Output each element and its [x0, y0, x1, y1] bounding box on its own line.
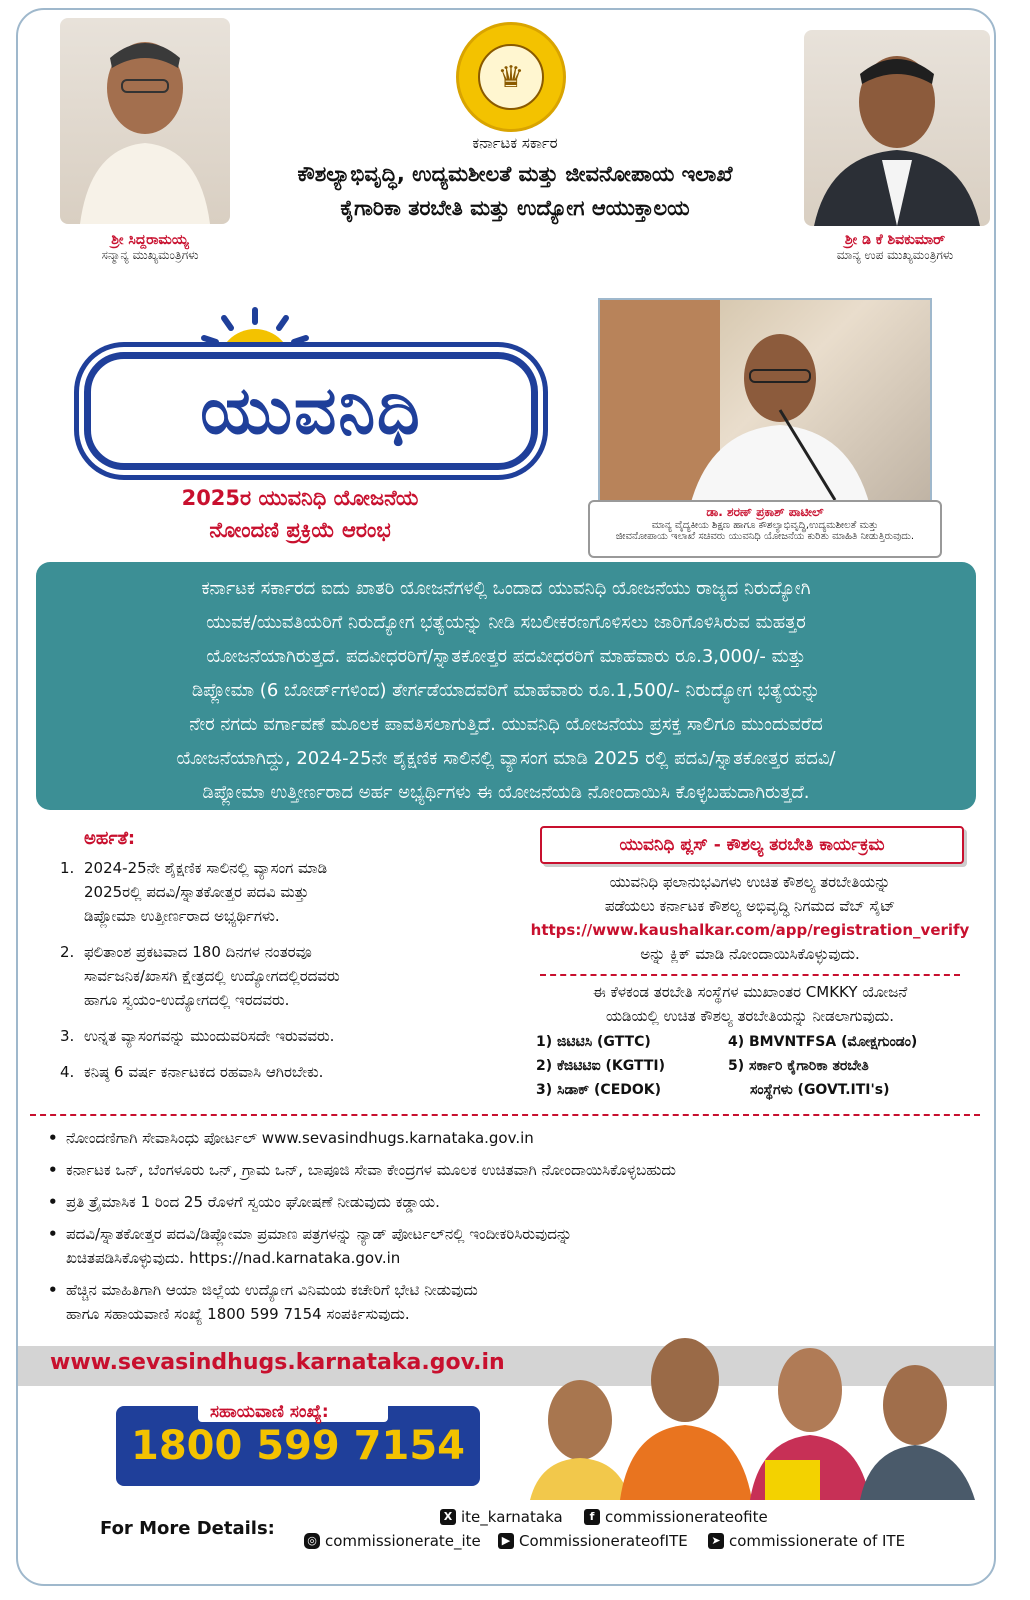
department-title: ಕೌಶಲ್ಯಾಭಿವೃದ್ಧಿ, ಉದ್ಯಮಶೀಲತೆ ಮತ್ತು ಜೀವನೋಪಾಯ ಇಲಾಖೆ [297, 162, 733, 186]
cm-name: ಶ್ರೀ ಸಿದ್ದರಾಮಯ್ಯ [111, 232, 189, 248]
kaushalkar-link[interactable]: https://www.kaushalkar.com/app/registration_verify [530, 921, 970, 939]
facebook-handle[interactable]: f commissionerateofite [584, 1508, 768, 1526]
bullet-icon: • [48, 1281, 58, 1299]
list-item: 4. ಕನಿಷ್ಠ 6 ವರ್ಷ ಕರ್ನಾಟಕದ ರಹವಾಸಿ ಆಗಿರಬೇಕು. [60, 1063, 324, 1081]
helpline-label: ಸಹಾಯವಾಣಿ ಸಂಖ್ಯೆ: [210, 1402, 329, 1422]
youtube-icon: ▶ [498, 1533, 514, 1549]
x-handle[interactable]: X ite_karnataka [440, 1508, 563, 1526]
commissionerate-title: ಕೈಗಾರಿಕಾ ತರಬೇತಿ ಮತ್ತು ಉದ್ಯೋಗ ಆಯುಕ್ತಾಲಯ [340, 196, 690, 220]
yuvanidhi-logo: ಯುವನಿಧಿ [84, 352, 538, 470]
instagram-handle[interactable]: ◎ commissionerate_ite [304, 1532, 481, 1550]
intro-line: ಯೋಜನೆಯಾಗಿರುತ್ತದೆ. ಪದವೀಧರರಿಗೆ/ಸ್ನಾತಕೋತ್ತರ ಪದವೀಧರರಿಗೆ ಮಾಹೆವಾರು ರೂ.3,000/- ಮತ್ತು [206, 646, 806, 667]
list-item: 1. 2024-25ನೇ ಶೈಕ್ಷಣಿಕ ಸಾಲಿನಲ್ಲಿ ವ್ಯಾಸಂಗ ಮಾಡಿ 2025ರಲ್ಲಿ ಪದವಿ/ಸ್ನಾತಕೋತ್ತರ ಪದವಿ ಮತ್ತು ಡಿಪ್ಲೋಮಾ ಉತ್ತೀರ್ಣರಾದ ಅಭ್ಯರ್ಥಿಗಳು. [60, 859, 328, 925]
list-item: 2. ಫಲಿತಾಂಶ ಪ್ರಕಟವಾದ 180 ದಿನಗಳ ನಂತರವೂ ಸಾರ್ವಜನಿಕ/ಖಾಸಗಿ ಕ್ಷೇತ್ರದಲ್ಲಿ ಉದ್ಯೋಗದಲ್ಲಿರದವರು ಹಾಗೂ ಸ್ವಯಂ-ಉದ್ಯೋಗದಲ್ಲಿ ಇರದವರು. [60, 943, 340, 1009]
list-item: • ಹೆಚ್ಚಿನ ಮಾಹಿತಿಗಾಗಿ ಆಯಾ ಜಿಲ್ಲೆಯ ಉದ್ಯೋಗ ವಿನಿಮಯ ಕಚೇರಿಗೆ ಭೇಟಿ ನೀಡುವುದು ಹಾಗೂ ಸಹಾಯವಾಣಿ ಸಂಖ್ಯೆ 1800 599 7154 ಸಂಪರ್ಕಿಸುವುದು. [48, 1278, 948, 1326]
minister-caption-line2: ಜೀವನೋಪಾಯ ಇಲಾಖೆ ಸಚಿವರು ಯುವನಿಧಿ ಯೋಜನೆಯ ಕುರಿತು ಮಾಹಿತಿ ನೀಡುತ್ತಿರುವುದು. [615, 531, 915, 542]
institutes-right: 4) BMVNTFSA (ಮೋಕ್ಷಗುಂಡಂ) 5) ಸರ್ಕಾರಿ ಕೈಗಾರಿಕಾ ತರಬೇತಿ ಸಂಸ್ಥೆಗಳು (GOVT.ITI's) [728, 1034, 918, 1098]
instagram-icon: ◎ [304, 1533, 320, 1549]
cm-photo [60, 18, 230, 224]
bullet-icon: • [48, 1225, 58, 1243]
cm-role: ಸನ್ಮಾನ್ಯ ಮುಖ್ಯಮಂತ್ರಿಗಳು [101, 248, 199, 262]
list-item: • ಪ್ರತಿ ತ್ರೈಮಾಸಿಕ 1 ರಿಂದ 25 ರೊಳಗೆ ಸ್ವಯಂ ಘೋಷಣೆ ನೀಡುವುದು ಕಡ್ಡಾಯ. [48, 1190, 948, 1214]
intro-line: ಯುವಕ/ಯುವತಿಯರಿಗೆ ನಿರುದ್ಯೋಗ ಭತ್ಯೆಯನ್ನು ನೀಡಿ ಸಬಲೀಕರಣಗೊಳಿಸಲು ಜಾರಿಗೊಳಿಸಿರುವ ಮಹತ್ತರ [206, 612, 806, 633]
telegram-icon: ➤ [708, 1533, 724, 1549]
section-divider [30, 1114, 980, 1116]
list-item: • ಕರ್ನಾಟಕ ಒನ್, ಬೆಂಗಳೂರು ಒನ್, ಗ್ರಾಮ ಒನ್, ಬಾಪೂಜಿ ಸೇವಾ ಕೇಂದ್ರಗಳ ಮೂಲಕ ಉಚಿತವಾಗಿ ನೋಂದಾಯಿಸಿಕೊಳ್ಳಬಹುದು [48, 1158, 948, 1182]
dcm-role: ಮಾನ್ಯ ಉಪ ಮುಖ್ಯಮಂತ್ರಿಗಳು [836, 248, 954, 262]
emblem-lion-icon: ♛ [478, 44, 544, 110]
tagline-line1: 2025ರ ಯುವನಿಧಿ ಯೋಜನೆಯ [181, 486, 419, 510]
list-item: 3. ಉನ್ನತ ವ್ಯಾಸಂಗವನ್ನು ಮುಂದುವರಿಸದೇ ಇರುವವರು. [60, 1027, 335, 1045]
students-photo [520, 1310, 990, 1500]
facebook-icon: f [584, 1509, 600, 1525]
bullet-icon: • [48, 1161, 58, 1179]
intro-line: ಡಿಪ್ಲೋಮಾ ಉತ್ತೀರ್ಣರಾದ ಅರ್ಹ ಅಭ್ಯರ್ಥಿಗಳು ಈ ಯೋಜನೆಯಡಿ ನೋಂದಾಯಿಸಿ ಕೊಳ್ಳಬಹುದಾಗಿರುತ್ತದೆ. [202, 782, 810, 803]
bullet-icon: • [48, 1193, 58, 1211]
intro-line: ಯೋಜನೆಯಾಗಿದ್ದು, 2024-25ನೇ ಶೈಕ್ಷಣಿಕ ಸಾಲಿನಲ್ಲಿ ವ್ಯಾಸಂಗ ಮಾಡಿ 2025 ರಲ್ಲಿ ಪದವಿ/ಸ್ನಾತಕೋತ್ತರ ಪದವಿ/ [176, 748, 836, 769]
eligibility-list [60, 856, 490, 1096]
eligibility-title: ಅರ್ಹತೆ: [84, 828, 136, 849]
helpline-number: 1800 599 7154 [116, 1406, 480, 1486]
website-link[interactable]: www.sevasindhugs.karnataka.gov.in [50, 1350, 505, 1375]
intro-line: ಡಿಪ್ಲೋಮಾ (6 ಬೋರ್ಡ್‌ಗಳಿಂದ) ತೇರ್ಗಡೆಯಾದವರಿಗೆ ಮಾಹೆವಾರು ರೂ.1,500/- ನಿರುದ್ಯೋಗ ಭತ್ಯೆಯನ್ನು [191, 680, 821, 701]
minister-name: ಡಾ. ಶರಣ್ ಪ್ರಕಾಶ್ ಪಾಟೀಲ್ [706, 505, 824, 519]
info-bullets [48, 1126, 948, 1334]
intro-box [36, 562, 976, 810]
minister-caption-line1: ಮಾನ್ಯ ವೈದ್ಯಕೀಯ ಶಿಕ್ಷಣ ಹಾಗೂ ಕೌಶಲ್ಯಾಭಿವೃದ್ಧಿ,ಉದ್ಯಮಶೀಲತೆ ಮತ್ತು [651, 520, 879, 531]
karnataka-emblem [456, 22, 566, 132]
x-icon: X [440, 1509, 456, 1525]
intro-line: ಕರ್ನಾಟಕ ಸರ್ಕಾರದ ಐದು ಖಾತರಿ ಯೋಜನೆಗಳಲ್ಲಿ ಒಂದಾದ ಯುವನಿಧಿ ಯೋಜನೆಯು ರಾಜ್ಯದ ನಿರುದ್ಯೋಗಿ [201, 578, 811, 599]
bullet-icon: • [48, 1129, 58, 1147]
institutes-left: 1) ಜಿಟಿಟಿಸಿ (GTTC) 2) ಕೆಜಿಟಿಟಿಐ (KGTTI) 3) ಸಿಡಾಕ್ (CEDOK) [536, 1034, 666, 1098]
minister-photo [598, 298, 932, 508]
list-item: • ಪದವಿ/ಸ್ನಾತಕೋತ್ತರ ಪದವಿ/ಡಿಪ್ಲೋಮಾ ಪ್ರಮಾಣ ಪತ್ರಗಳನ್ನು ನ್ಯಾಡ್ ಪೋರ್ಟಲ್‌ನಲ್ಲಿ ಇಂದೀಕರಿಸಿರುವುದನ್ನು ಖಚಿತಪಡಿಸಿಕೊಳ್ಳುವುದು. https://nad.karnataka.gov.in [48, 1222, 948, 1270]
list-item: • ನೋಂದಣಿಗಾಗಿ ಸೇವಾಸಿಂಧು ಪೋರ್ಟಲ್ www.sevasindhugs.karnataka.gov.in [48, 1126, 948, 1150]
telegram-handle[interactable]: ➤ commissionerate of ITE [708, 1532, 905, 1550]
plus-program-title: ಯುವನಿಧಿ ಪ್ಲಸ್ - ಕೌಶಲ್ಯ ತರಬೇತಿ ಕಾರ್ಯಕ್ರಮ [540, 826, 964, 864]
divider [540, 974, 960, 976]
for-more-label: For More Details: [100, 1518, 275, 1539]
intro-line: ನೇರ ನಗದು ವರ್ಗಾವಣೆ ಮೂಲಕ ಪಾವತಿಸಲಾಗುತ್ತಿದೆ. ಯುವನಿಧಿ ಯೋಜನೆಯು ಪ್ರಸಕ್ತ ಸಾಲಿಗೂ ಮುಂದುವರೆದ [189, 714, 823, 735]
minister-caption [588, 500, 942, 558]
govt-title: ಕರ್ನಾಟಕ ಸರ್ಕಾರ [472, 134, 558, 152]
plus-program-text: ಯುವನಿಧಿ ಫಲಾನುಭವಿಗಳು ಉಚಿತ ಕೌಶಲ್ಯ ತರಬೇತಿಯನ್ನು ಪಡೆಯಲು ಕರ್ನಾಟಕ ಕೌಶಲ್ಯ ಅಭಿವೃದ್ಧಿ ನಿಗಮದ ವೆಬ್ ಸೈಟ್ https://www.kaushalkar.com/app/registration_verify ಅನ್ನು ಕ್ಲಿಕ್ ಮಾಡಿ ನೋಂದಾಯಿಸಿಕೊಳ್ಳುವುದು. ಈ ಕೆಳಕಂಡ ತರಬೇತಿ ಸಂಸ್ಥೆಗಳ ಮುಖಾಂತರ CMKKY ಯೋಜನೆ ಯಡಿಯಲ್ಲಿ ಉಚಿತ ಕೌಶಲ್ಯ ತರಬೇತಿಯನ್ನು ನೀಡಲಾಗುವುದು. [530, 873, 970, 1025]
tagline-line2: ನೋಂದಣಿ ಪ್ರಕ್ರಿಯೆ ಆರಂಭ [209, 518, 391, 542]
youtube-handle[interactable]: ▶ CommissionerateofITE [498, 1532, 688, 1550]
dcm-name: ಶ್ರೀ ಡಿ ಕೆ ಶಿವಕುಮಾರ್ [844, 232, 946, 248]
